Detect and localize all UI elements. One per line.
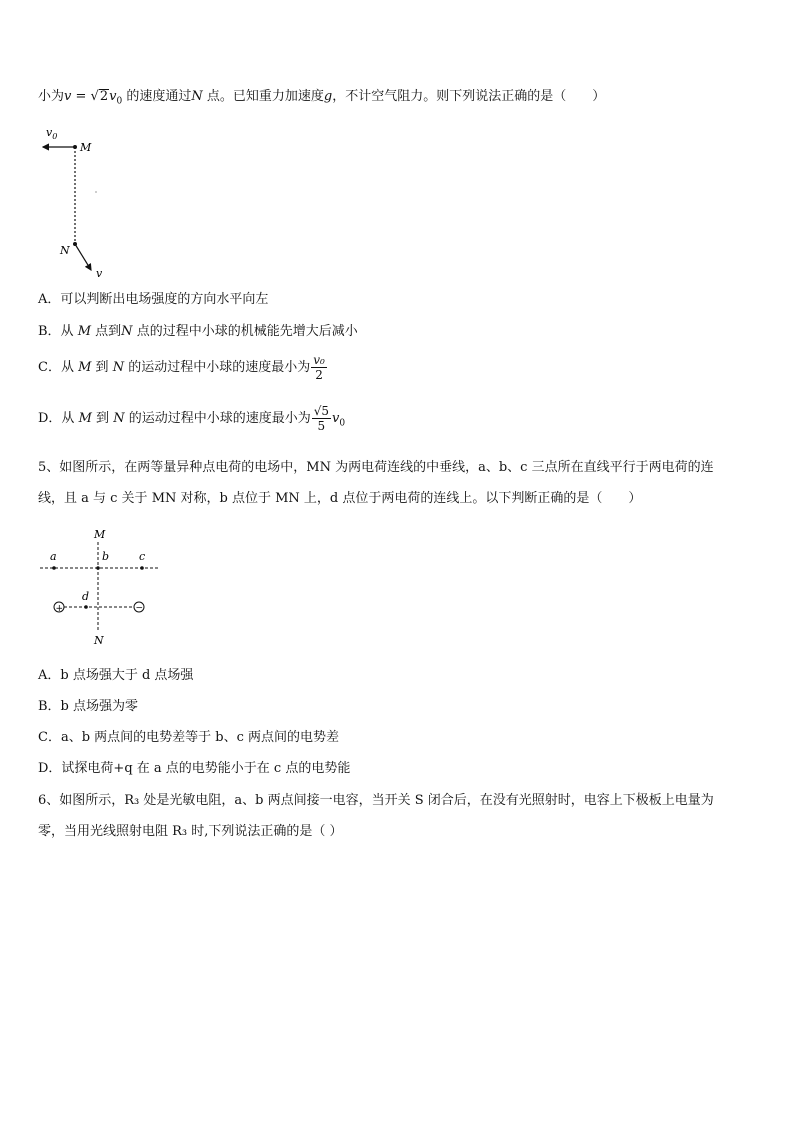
q4-figure <box>38 122 128 282</box>
q5-option-b[interactable]: B．b 点场强为零 <box>38 699 139 714</box>
q5-option-d[interactable]: D．试探电荷+q 在 a 点的电势能小于在 c 点的电势能 <box>38 761 351 776</box>
point-b <box>96 566 100 570</box>
q5-stem-line2: 线，且 a 与 c 关于 MN 对称，b 点位于 MN 上，d 点位于两电荷的连线上。以下判断正确的是（ ） <box>38 491 642 506</box>
q6-stem-line1: 6、如图所示，R₃ 处是光敏电阻，a、b 两点间接一电容，当开关 S 闭合后，在没有光照射时，电容上下极板上电量为 <box>38 793 714 808</box>
q4-option-d[interactable]: D．从 M 到 N 的运动过程中小球的速度最小为 $\frac{√5}{5}$ $v_0$ <box>38 404 346 433</box>
label-v: v <box>96 267 103 280</box>
q5-option-a[interactable]: A．b 点场强大于 d 点场强 <box>38 668 194 683</box>
q4-option-c[interactable]: C．从 M 到 N 的运动过程中小球的速度最小为 $\frac{\text{v₀}}{2}$ <box>38 353 325 382</box>
stray-dot <box>95 191 96 192</box>
q4-stem: 小为$v = √2v_0$ 的速度通过N 点。已知重力加速度g，不计空气阻力。则下列说法正确的是（ ） <box>38 89 606 107</box>
fraction-sqrt5-over-5: $\frac{√5}{5}$ <box>313 404 329 433</box>
q4-option-b[interactable]: B．从 M 点到N 点的过程中小球的机械能先增大后减小 <box>38 324 358 339</box>
point-c <box>140 566 144 570</box>
point-d <box>84 605 88 609</box>
minus-sign: − <box>135 603 144 614</box>
label-n: N <box>60 244 70 257</box>
label-b: b <box>102 550 110 563</box>
fraction-v0-over-2: $\frac{\text{v₀}}{2}$ <box>313 353 325 382</box>
label-m: M <box>94 528 106 541</box>
q4-option-a[interactable]: A．可以判断出电场强度的方向水平向左 <box>38 292 269 307</box>
label-n: N <box>94 634 104 647</box>
label-a: a <box>50 550 57 563</box>
q6-stem-line2: 零，当用光线照射电阻 R₃ 时,下列说法正确的是（ ） <box>38 824 343 839</box>
q5-stem-line1: 5、如图所示，在两等量异种点电荷的电场中，MN 为两电荷连线的中垂线，a、b、c 三点所在直线平行于两电荷的连 <box>38 460 714 475</box>
label-m: M <box>80 141 92 154</box>
point-a <box>52 566 56 570</box>
label-d: d <box>82 590 90 603</box>
q5-figure <box>38 522 168 647</box>
v-arrow <box>75 244 91 270</box>
label-c: c <box>139 550 146 563</box>
q5-option-c[interactable]: C．a、b 两点间的电势差等于 b、c 两点间的电势差 <box>38 730 340 745</box>
plus-sign: + <box>55 604 64 614</box>
v0-label: $v_0$ <box>46 126 58 141</box>
